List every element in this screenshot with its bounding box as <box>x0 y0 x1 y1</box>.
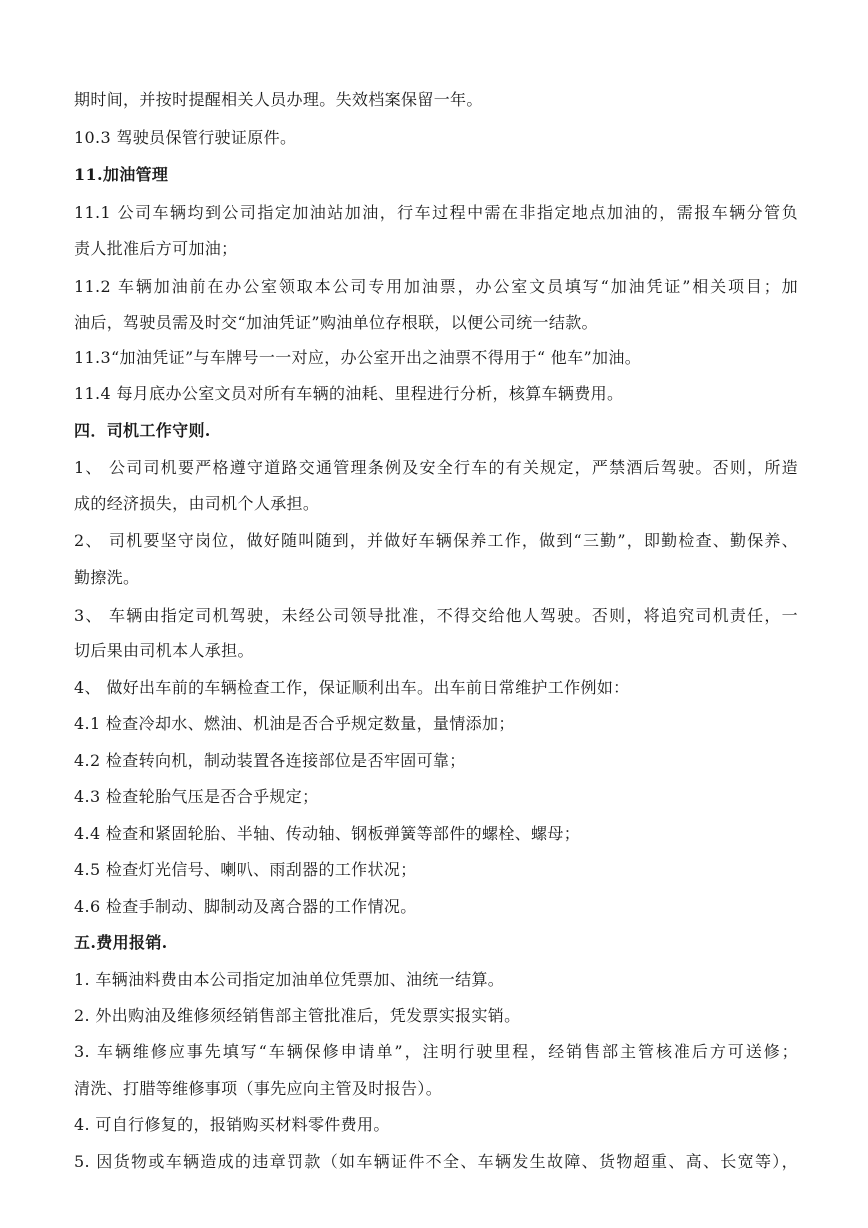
paragraph-line: 11.2 车辆加油前在办公室领取本公司专用加油票，办公室文员填写“加油凭证”相关项目；加 <box>74 277 798 296</box>
paragraph-line: 油后，驾驶员需及时交“加油凭证”购油单位存根联，以便公司统一结款。 <box>74 313 598 332</box>
paragraph-line: 1、 公司司机要严格遵守道路交通管理条例及安全行车的有关规定，严禁酒后驾驶。否则，所造 <box>74 458 798 477</box>
paragraph-line: 4.3 检查轮胎气压是否合乎规定； <box>74 787 319 806</box>
paragraph-line: 2. 外出购油及维修须经销售部主管批准后，凭发票实报实销。 <box>74 1006 521 1025</box>
paragraph-line: 3、 车辆由指定司机驾驶，未经公司领导批准，不得交给他人驾驶。否则，将追究司机责任，一 <box>74 606 798 625</box>
paragraph-line: 4.2 检查转向机，制动装置各连接部位是否牢固可靠； <box>74 751 466 770</box>
paragraph-line: 4.4 检查和紧固轮胎、半轴、传动轴、钢板弹簧等部件的螺栓、螺母； <box>74 824 581 843</box>
paragraph-line: 成的经济损失，由司机个人承担。 <box>74 494 320 513</box>
paragraph-line: 11.3“加油凭证”与车牌号一一对应，办公室开出之油票不得用于“ 他车”加油。 <box>74 348 642 367</box>
section-heading: 11.加油管理 <box>74 165 169 184</box>
paragraph-line: 4.1 检查冷却水、燃油、机油是否合乎规定数量，量情添加； <box>74 714 515 733</box>
paragraph-line: 4. 可自行修复的，报销购买材料零件费用。 <box>74 1115 390 1134</box>
paragraph-line: 11.4 每月底办公室文员对所有车辆的油耗、里程进行分析，核算车辆费用。 <box>74 384 624 403</box>
paragraph-line: 勤擦洗。 <box>74 568 140 587</box>
paragraph-line: 5. 因货物或车辆造成的违章罚款（如车辆证件不全、车辆发生故障、货物超重、高、长宽等）， <box>74 1152 798 1171</box>
paragraph-line: 2、 司机要坚守岗位，做好随叫随到，并做好车辆保养工作，做到“三勤”，即勤检查、勤保养、 <box>74 531 798 550</box>
paragraph-line: 1. 车辆油料费由本公司指定加油单位凭票加、油统一结算。 <box>74 970 505 989</box>
paragraph-line: 清洗、打腊等维修事项（事先应向主管及时报告）。 <box>74 1079 443 1098</box>
paragraph-line: 4.6 检查手制动、脚制动及离合器的工作情况。 <box>74 897 417 916</box>
paragraph-line: 期时间，并按时提醒相关人员办理。失效档案保留一年。 <box>74 90 483 109</box>
paragraph-line: 10.3 驾驶员保管行驶证原件。 <box>74 128 297 147</box>
paragraph-line: 切后果由司机本人承担。 <box>74 641 254 660</box>
paragraph-line: 3. 车辆维修应事先填写“车辆保修申请单”，注明行驶里程，经销售部主管核准后方可送修； <box>74 1042 798 1061</box>
paragraph-line: 4.5 检查灯光信号、喇叭、雨刮器的工作状况； <box>74 860 417 879</box>
paragraph-line: 责人批准后方可加油； <box>74 239 238 258</box>
section-heading: 四．司机工作守则. <box>74 421 211 440</box>
paragraph-line: 4、 做好出车前的车辆检查工作，保证顺利出车。出车前日常维护工作例如： <box>74 678 630 697</box>
paragraph-line: 11.1 公司车辆均到公司指定加油站加油，行车过程中需在非指定地点加油的，需报车辆分管负 <box>74 203 798 222</box>
section-heading: 五.费用报销. <box>74 933 168 952</box>
